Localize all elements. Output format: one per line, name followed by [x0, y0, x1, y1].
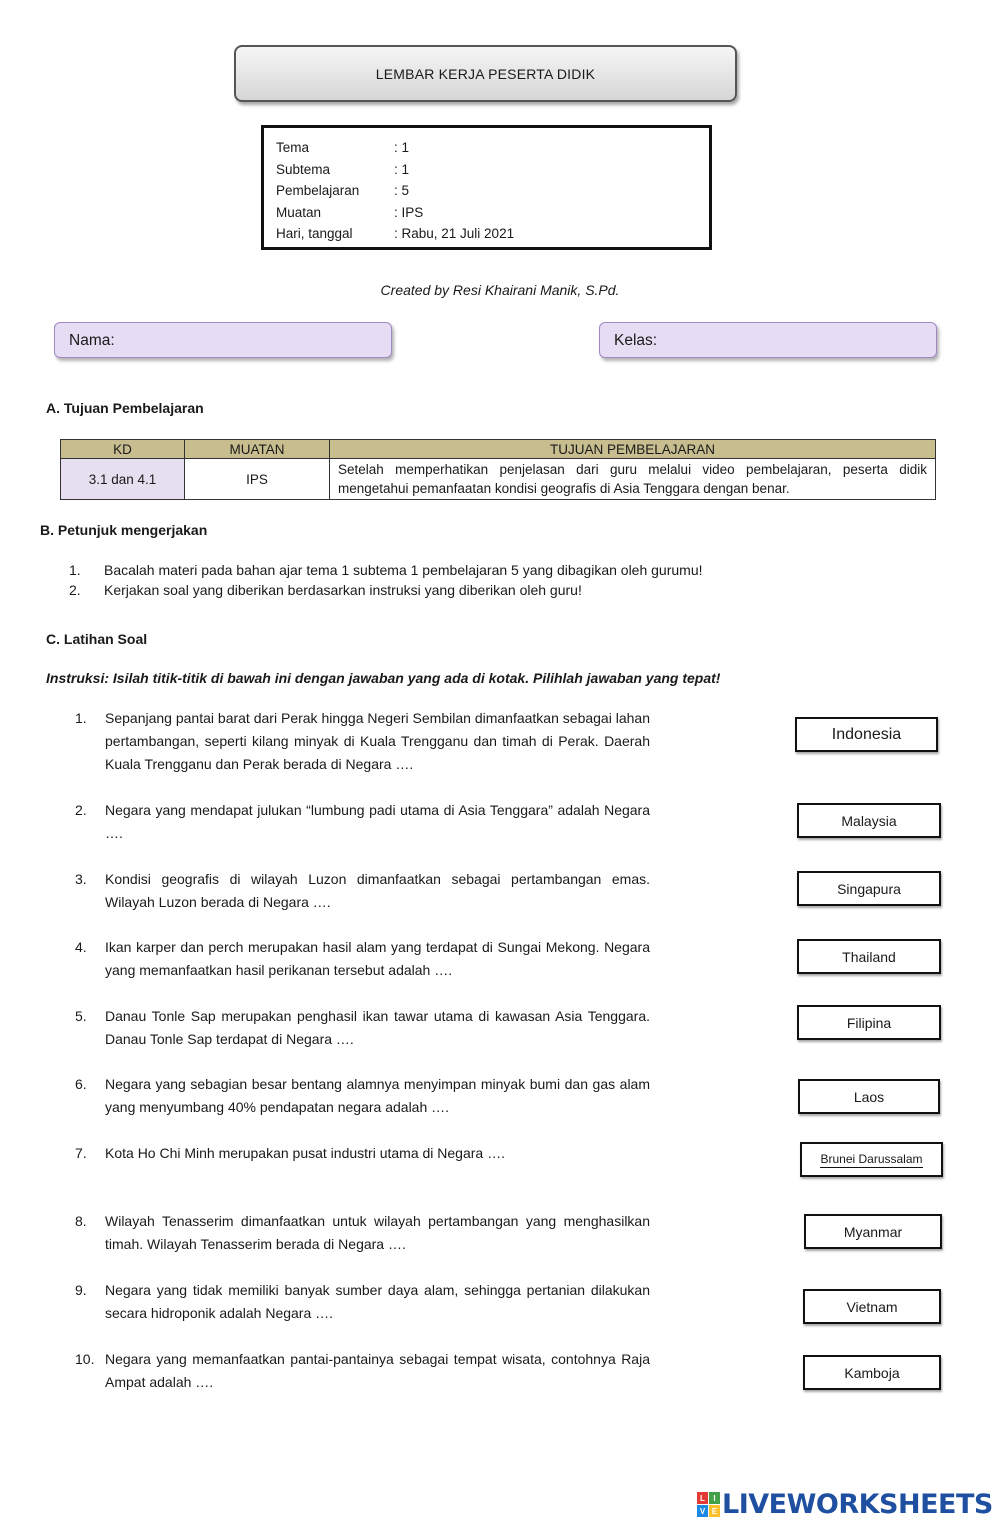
- cell-muatan: IPS: [185, 459, 330, 500]
- info-row-muatan: Muatan : IPS: [276, 204, 424, 220]
- question-1: 1. Sepanjang pantai barat dari Perak hingga Negeri Sembilan dimanfaatkan sebagai lahan pertambangan, seperti kilang minyak di Kuala Trengganu dan timah di Perak. Daerah Kuala Trengganu dan Perak berada di Negara ….: [75, 710, 650, 772]
- section-c-heading: C. Latihan Soal: [46, 631, 148, 647]
- question-5: 5. Danau Tonle Sap merupakan penghasil ikan tawar utama di kawasan Asia Tenggara. Danau Tonle Sap terdapat di Negara ….: [75, 1008, 650, 1047]
- question-2: 2. Negara yang mendapat julukan “lumbung padi utama di Asia Tenggara” adalah Negara ….: [75, 802, 650, 841]
- lesson-info-box: [261, 125, 712, 250]
- header-tujuan: TUJUAN PEMBELAJARAN: [330, 440, 936, 459]
- info-row-pembelajaran: Pembelajaran : 5: [276, 183, 410, 199]
- info-row-tema: Tema : 1: [276, 140, 410, 155]
- answer-box-vietnam[interactable]: Vietnam: [803, 1289, 941, 1324]
- question-10: 10. Negara yang memanfaatkan pantai-pantainya sebagai tempat wisata, contohnya Raja Ampat adalah ….: [75, 1351, 650, 1390]
- header-muatan: MUATAN: [185, 440, 330, 459]
- table-row: [61, 459, 936, 500]
- question-4: 4. Ikan karper dan perch merupakan hasil alam yang terdapat di Sungai Mekong. Negara yang memanfaatkan hasil perikanan tersebut adalah ….: [75, 939, 650, 978]
- header-kd: KD: [61, 440, 185, 459]
- answer-box-indonesia[interactable]: Indonesia: [795, 717, 938, 752]
- question-6: 6. Negara yang sebagian besar bentang alamnya menyimpan minyak bumi dan gas alam yang menyumbang 40% pendapatan negara adalah ….: [75, 1076, 650, 1115]
- answer-box-malaysia[interactable]: Malaysia: [797, 803, 941, 838]
- answer-box-brunei[interactable]: Brunei Darussalam: [800, 1142, 943, 1177]
- cell-kd: 3.1 dan 4.1: [61, 459, 185, 500]
- section-b-heading: B. Petunjuk mengerjakan: [40, 522, 208, 538]
- question-3: 3. Kondisi geografis di wilayah Luzon dimanfaatkan sebagai pertambangan emas. Wilayah Luzon berada di Negara ….: [75, 871, 650, 910]
- answer-box-laos[interactable]: Laos: [798, 1079, 940, 1114]
- exercise-instruction: Instruksi: Isilah titik-titik di bawah ini dengan jawaban yang ada di kotak. Pilihlah jawaban yang tepat!: [46, 670, 721, 686]
- question-9: 9. Negara yang tidak memiliki banyak sumber daya alam, sehingga pertanian dilakukan secara hidroponik adalah Negara ….: [75, 1282, 650, 1321]
- answer-box-singapura[interactable]: Singapura: [797, 871, 941, 906]
- logo-icon: L I V E: [697, 1492, 720, 1517]
- section-a-heading: A. Tujuan Pembelajaran: [46, 400, 204, 416]
- logo-text: LIVEWORKSHEETS: [722, 1489, 993, 1520]
- instruction-item: 1. Bacalah materi pada bahan ajar tema 1 subtema 1 pembelajaran 5 yang dibagikan oleh gurumu!: [69, 562, 703, 578]
- info-row-subtema: Subtema : 1: [276, 161, 410, 177]
- learning-goals-table: [60, 439, 936, 500]
- table-header-row: [61, 440, 936, 459]
- worksheet-title: LEMBAR KERJA PESERTA DIDIK: [234, 45, 737, 102]
- liveworksheets-logo: [697, 1489, 993, 1520]
- author-credit: Created by Resi Khairani Manik, S.Pd.: [380, 282, 620, 298]
- answer-box-filipina[interactable]: Filipina: [797, 1005, 941, 1040]
- answer-box-kamboja[interactable]: Kamboja: [803, 1355, 941, 1390]
- question-7: 7. Kota Ho Chi Minh merupakan pusat industri utama di Negara ….: [75, 1145, 505, 1161]
- kelas-field[interactable]: Kelas:: [599, 322, 937, 358]
- nama-field[interactable]: Nama:: [54, 322, 392, 358]
- instruction-item: 2. Kerjakan soal yang diberikan berdasarkan instruksi yang diberikan oleh guru!: [69, 582, 582, 598]
- answer-box-myanmar[interactable]: Myanmar: [804, 1214, 942, 1249]
- question-8: 8. Wilayah Tenasserim dimanfaatkan untuk wilayah pertambangan yang menghasilkan timah. Wilayah Tenasserim berada di Negara ….: [75, 1213, 650, 1252]
- cell-tujuan: Setelah memperhatikan penjelasan dari guru melalui video pembelajaran, peserta didik mengetahui pemanfaatan kondisi geografis di Asia Tenggara dengan benar.: [330, 459, 936, 500]
- answer-box-thailand[interactable]: Thailand: [797, 939, 941, 974]
- info-row-tanggal: Hari, tanggal : Rabu, 21 Juli 2021: [276, 226, 515, 242]
